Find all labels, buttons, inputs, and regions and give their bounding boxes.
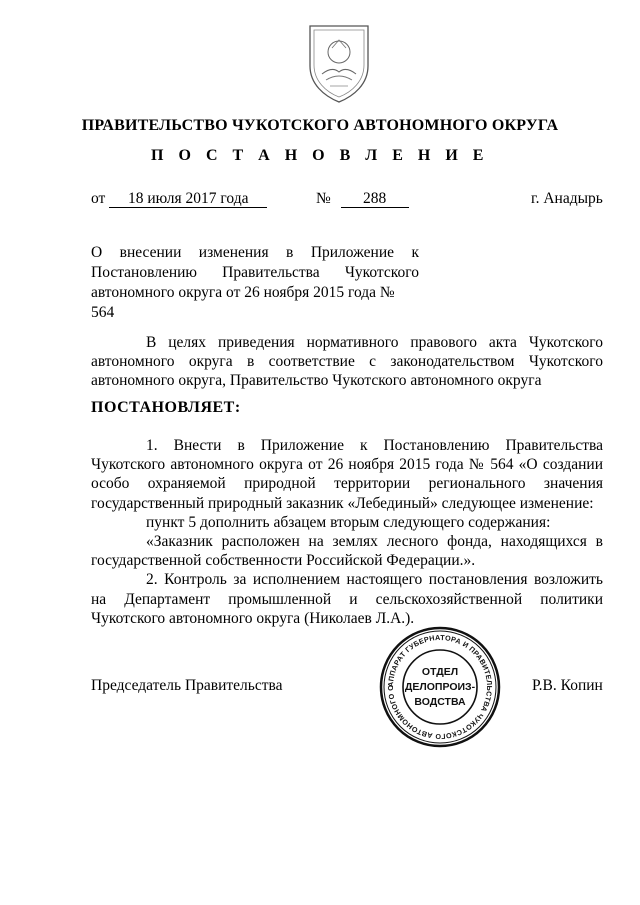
stamp-line: ОТДЕЛ: [421, 666, 459, 678]
item-1-quote: «Заказник расположен на землях лесного фонда, находящихся в государственной собственности Российской Федерации.».: [91, 533, 603, 570]
official-stamp: [379, 626, 501, 748]
number-value: 288: [341, 191, 409, 208]
signatory-position: Председатель Правительства: [91, 677, 283, 694]
date-prefix: от: [91, 190, 106, 207]
stamp-ring-text: АППАРАТ ГУБЕРНАТОРА И ПРАВИТЕЛЬСТВА ЧУКОТСКОГО АВТОНОМНОГО О: [385, 632, 495, 742]
item-2: 2. Контроль за исполнением настоящего постановления возложить на Департамент промышленной и сельскохозяйственной политики Чукотского автономного округа (Николаев Л.А.).: [91, 571, 603, 627]
subject-line: автономного округа от 26 ноября 2015 года № 564: [91, 284, 395, 321]
decree-word: ПОСТАНОВЛЯЕТ:: [91, 399, 241, 416]
document-type-title: П О С Т А Н О В Л Е Н И Е: [151, 147, 489, 164]
subject-line: О внесении изменения в Приложение к: [91, 244, 419, 261]
number-field: [316, 190, 409, 208]
coat-of-arms-icon: [302, 20, 376, 106]
signatory-name: Р.В. Копин: [532, 677, 603, 694]
preamble: В целях приведения нормативного правового акта Чукотского автономного округа в соответствие с законодательством Чукотского автономного округа, Правительство Чукотского автономного округа: [91, 334, 603, 389]
item-1: 1. Внести в Приложение к Постановлению Правительства Чукотского автономного округа от 26 ноября 2015 года № 564 «О создании особо охраняемой природной территории регионального значения государственный природный заказник «Лебединый» следующее изменение:: [91, 437, 603, 512]
stamp-line: ВОДСТВА: [414, 696, 466, 708]
organization-title: ПРАВИТЕЛЬСТВО ЧУКОТСКОГО АВТОНОМНОГО ОКРУГА: [81, 117, 559, 134]
date-field: [91, 190, 267, 208]
subject-line: Постановлению Правительства Чукотского: [91, 264, 419, 281]
decree-items: [91, 436, 603, 628]
item-1-clause: пункт 5 дополнить абзацем вторым следующего содержания:: [146, 513, 551, 531]
preamble-block: [91, 333, 603, 390]
city: г. Анадырь: [531, 190, 603, 207]
number-sign: №: [316, 190, 331, 207]
date-value: 18 июля 2017 года: [109, 191, 267, 208]
document-subject: [91, 243, 419, 323]
stamp-line: ДЕЛОПРОИЗ-: [404, 681, 476, 693]
